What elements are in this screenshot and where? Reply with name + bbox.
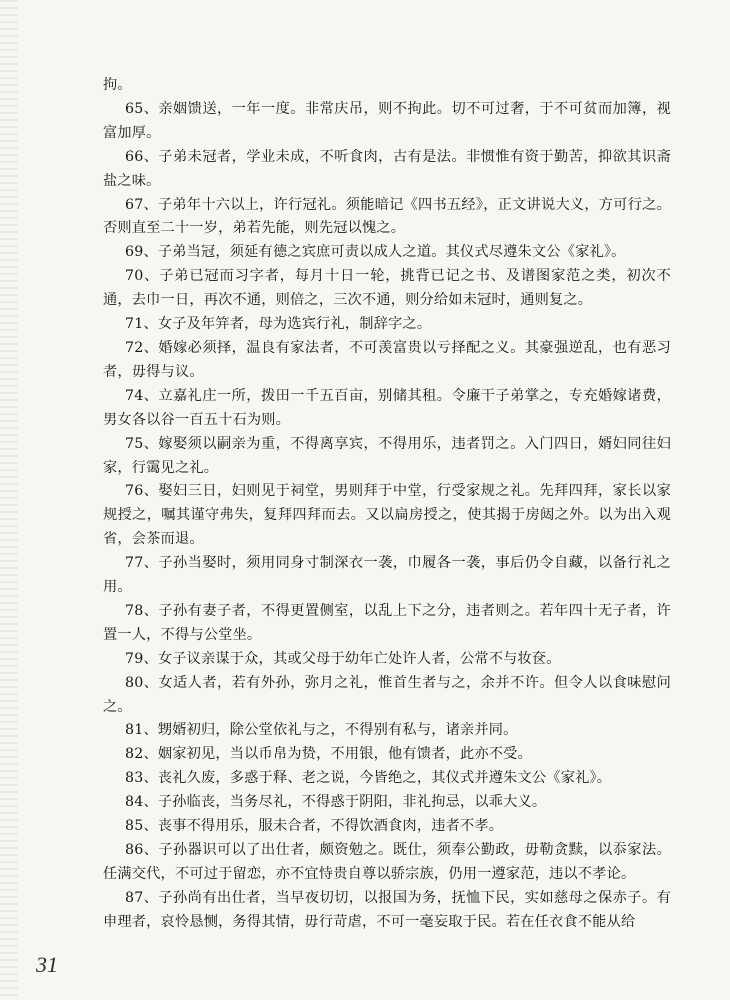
page-text <box>103 74 671 935</box>
rule-71: 71、女子及年笄者，母为选宾行礼，制辞字之。 <box>125 316 432 333</box>
rule-76: 76、娶妇三日，妇则见于祠堂，男则拜于中堂，行受家规之礼。先拜四拜，家长以家规授之，嘱其谨守弗失，复拜四拜而去。又以扁房授之，使其揭于房闼之外。以为出入观省，会茶而退。 <box>103 483 671 548</box>
rule-65: 65、亲姻馈送，一年一度。非常庆吊，则不拘此。切不可过奢，于不可贫而加簿，视富加厚。 <box>103 100 671 141</box>
rule-69: 69、子弟当冠，须延有德之宾庶可责以成人之道。其仪式尽遵朱文公《家礼》。 <box>125 244 626 261</box>
rule-87: 87、子孙尚有出仕者，当早夜切切，以报国为务，抚恤下民，实如慈母之保赤子。有申理者，哀怜恳恻，务得其情，毋行苛虐，不可一毫妄取于民。若在任衣食不能从给 <box>103 889 671 930</box>
rule-78: 78、子孙有妻子者，不得更置侧室，以乱上下之分，违者则之。若年四十无子者，许置一人，不得与公堂坐。 <box>103 602 671 643</box>
rule-84: 84、子孙临丧，当务尽礼，不得惑于阴阳，非礼拘忌，以乖大义。 <box>125 794 547 811</box>
rule-81: 81、甥婿初归，除公堂依礼与之，不得别有私与，诸亲并同。 <box>125 722 518 739</box>
paragraph-continuation: 拘。 <box>103 77 132 93</box>
rule-70: 70、子弟已冠而习字者，每月十日一轮，挑背已记之书、及谱图家范之类，初次不通，去巾一日，再次不通，则倍之，三次不通，则分给如未冠时，通则复之。 <box>103 268 671 309</box>
rule-82: 82、姻家初见，当以币帛为贽，不用银，他有馈者，此亦不受。 <box>125 746 532 763</box>
rule-72: 72、婚嫁必须择，温良有家法者，不可羡富贵以亏择配之义。其豪强逆乱，也有恶习者，毋得与议。 <box>103 339 671 380</box>
binding-edge <box>0 0 18 1000</box>
rule-85: 85、丧事不得用乐，服未合者，不得饮酒食肉，违者不孝。 <box>125 818 504 835</box>
rule-77: 77、子孙当娶时，须用同身寸制深衣一袭，巾履各一袭，事后仍令自藏，以备行礼之用。 <box>103 555 671 596</box>
rule-83: 83、丧礼久废，多惑于释、老之说，今皆绝之，其仪式并遵朱文公《家礼》。 <box>125 770 612 787</box>
rule-67: 67、子弟年十六以上，许行冠礼。须能暗记《四书五经》，正文讲说大义，方可行之。否则直至二十一岁，弟若先能，则先冠以愧之。 <box>103 196 671 237</box>
rule-79: 79、女子议亲谋于众，其或父母于幼年亡处许人者，公常不与妆奁。 <box>125 650 561 667</box>
rule-66: 66、子弟未冠者，学业未成，不听食肉，古有是法。非惯惟有资于勤苦，抑欲其识斋盐之味。 <box>103 148 671 189</box>
rule-75: 75、嫁娶须以嗣亲为重，不得离享宾，不得用乐，违者罚之。入门四日，婿妇同往妇家，行霭见之礼。 <box>103 435 671 476</box>
rule-74: 74、立嘉礼庄一所，拨田一千五百亩，别储其租。令廉干子弟掌之，专充婚嫁诸费，男女各以谷一百五十石为则。 <box>103 387 671 428</box>
page-number: 31 <box>36 952 58 977</box>
rule-86: 86、子孙器识可以了出仕者，颇资勉之。既仕，须奉公勤政，毋勒贪黩，以忝家法。任满交代，不可过于留恋，亦不宜恃贵自尊以骄宗族，仍用一遵家范，违以不孝论。 <box>103 842 671 882</box>
rule-80: 80、女适人者，若有外孙，弥月之礼，惟首生者与之，余并不许。但令人以食味慰问之。 <box>103 674 671 715</box>
